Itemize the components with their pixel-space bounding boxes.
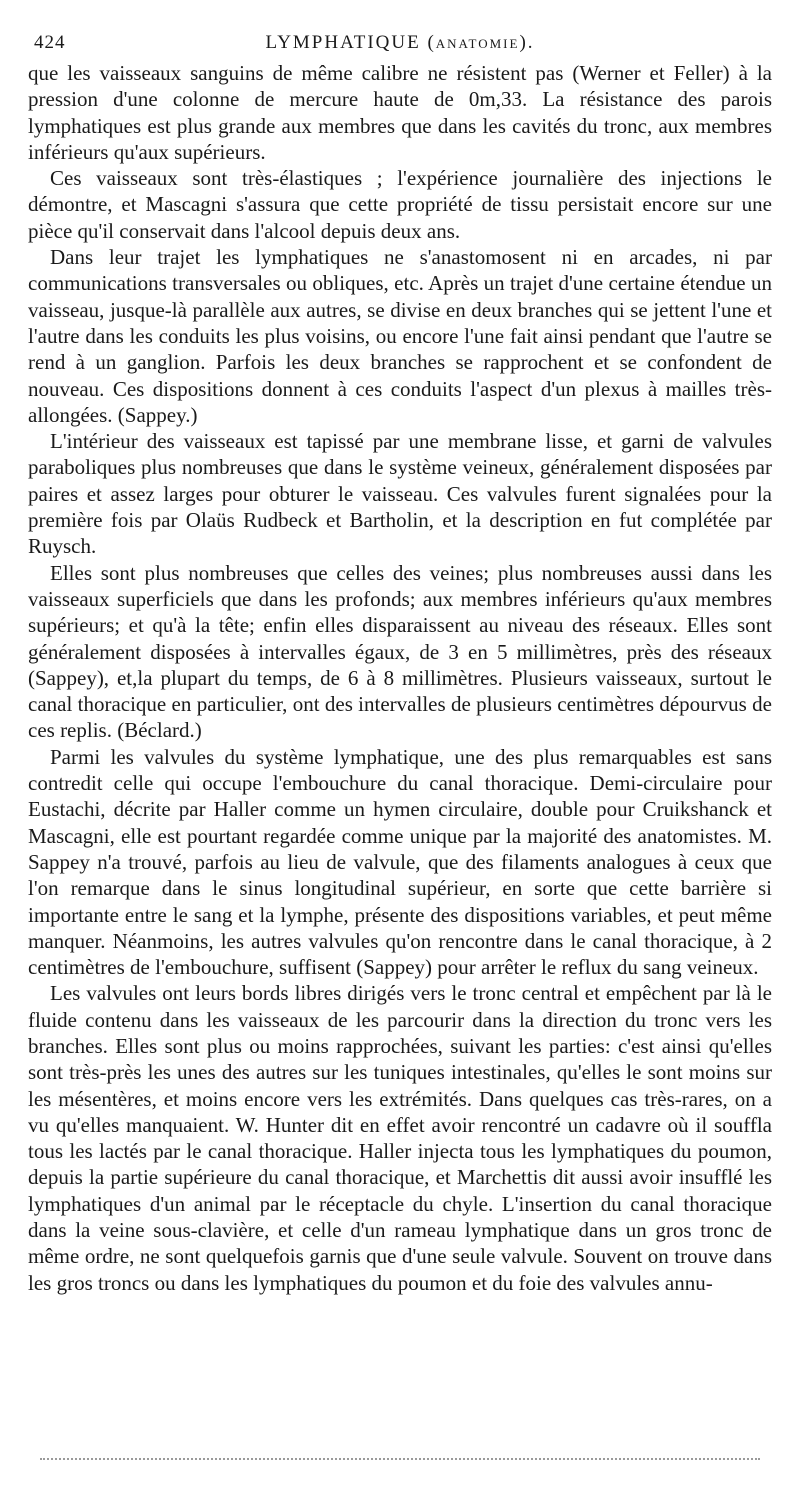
paragraph-3: Dans leur trajet les lymphatiques ne s'anastomosent ni en arcades, ni par communications transversales ou obliques, etc. Après un trajet d'une certaine étendue un vaisseau, jusque-là parallèle aux autres, se divise en deux branches qui se jettent l'une et l'autre dans les conduits les plus voisins, ou encore l'une fait ainsi pendant que l'autre se rend à un ganglion. Parfois les deux branches se rapprochent et se confondent de nouveau. Ces dispositions donnent à ces conduits l'aspect d'un plexus à mailles très-allongées. (Sappey.) — [28, 245, 772, 427]
page-number: 424 — [34, 32, 66, 53]
footer-rule — [40, 1458, 760, 1460]
running-title-main: LYMPHATIQUE — [265, 32, 421, 53]
running-title — [28, 32, 772, 54]
running-title-close-paren: ). — [519, 32, 535, 53]
book-page — [28, 22, 772, 1296]
running-title-section: ANATOMIE — [435, 36, 520, 51]
paragraph-2: Ces vaisseaux sont très-élastiques ; l'expérience journalière des injections le démontre, et Mascagni s'assura que cette propriété de tissu persistait encore sur une pièce qu'il conservait dans l'alcool depuis deux ans. — [28, 166, 772, 243]
running-title-open-paren: ( — [427, 32, 436, 53]
paragraph-6: Parmi les valvules du système lymphatique, une des plus remarquables est sans contredit celle qui occupe l'embouchure du canal thoracique. Demi-circulaire pour Eustachi, décrite par Haller comme un hymen circulaire, double pour Cruikshanck et Mascagni, elle est pourtant regardée comme unique par la majorité des anatomistes. M. Sappey n'a trouvé, parfois au lieu de valvule, que des filaments analogues à ceux que l'on remarque dans le sinus longitudinal supérieur, en sorte que cette barrière si importante entre le sang et la lymphe, présente des dispositions variables, et peut même manquer. Néanmoins, les autres valvules qu'on rencontre dans le canal thoracique, à 2 centimètres de l'embouchure, suffisent (Sappey) pour arrêter le reflux du sang veineux. — [28, 744, 772, 980]
paragraph-7: Les valvules ont leurs bords libres dirigés vers le tronc central et empêchent par là le fluide contenu dans les vaisseaux de les parcourir dans la direction du tronc vers les branches. Elles sont plus ou moins rapprochées, suivant les parties: c'est ainsi qu'elles sont très-près les unes des autres sur les tuniques intestinales, qu'elles le sont moins sur les mésentères, et moins encore vers les extrémités. Dans quelques cas très-rares, on a vu qu'elles manquaient. W. Hunter dit en effet avoir rencontré un cadavre où il souffla tous les lactés par le canal thoracique. Haller injecta tous les lymphatiques du poumon, depuis la partie supérieure du canal thoracique, et Marchettis dit aussi avoir insufflé les lymphatiques d'un animal par le réceptacle du chyle. L'insertion du canal thoracique dans la veine sous-clavière, et celle d'un rameau lymphatique dans un gros tronc de même ordre, ne sont quelquefois garnis que d'une seule valvule. Souvent on trouve dans les gros troncs ou dans les lymphatiques du poumon et du foie des valvules annu- — [28, 981, 772, 1295]
body-text — [28, 60, 772, 1296]
paragraph-5: Elles sont plus nombreuses que celles des veines; plus nombreuses aussi dans les vaisseaux superficiels que dans les profonds; aux membres inférieurs qu'aux membres supérieurs; et qu'à la tête; enfin elles disparaissent au niveau des réseaux. Elles sont généralement disposées à intervalles égaux, de 3 en 5 millimètres, près des réseaux (Sappey), et,la plupart du temps, de 6 à 8 millimètres. Plusieurs vaisseaux, surtout le canal thoracique en particulier, ont des intervalles de plusieurs centimètres dépourvus de ces replis. (Béclard.) — [28, 560, 772, 743]
paragraph-4: L'intérieur des vaisseaux est tapissé par une membrane lisse, et garni de valvules paraboliques plus nombreuses que dans le système veineux, généralement disposées par paires et assez larges pour obturer le vaisseau. Ces valvules furent signalées pour la première fois par Olaüs Rudbeck et Bartholin, et la description en fut complétée par Ruysch. — [28, 429, 772, 559]
running-head — [28, 22, 772, 52]
paragraph-1: que les vaisseaux sanguins de même calibre ne résistent pas (Werner et Feller) à la pression d'une colonne de mercure haute de 0m,33. La résistance des parois lymphatiques est plus grande aux membres que dans les cavités du tronc, aux membres inférieurs qu'aux supérieurs. — [28, 61, 772, 164]
